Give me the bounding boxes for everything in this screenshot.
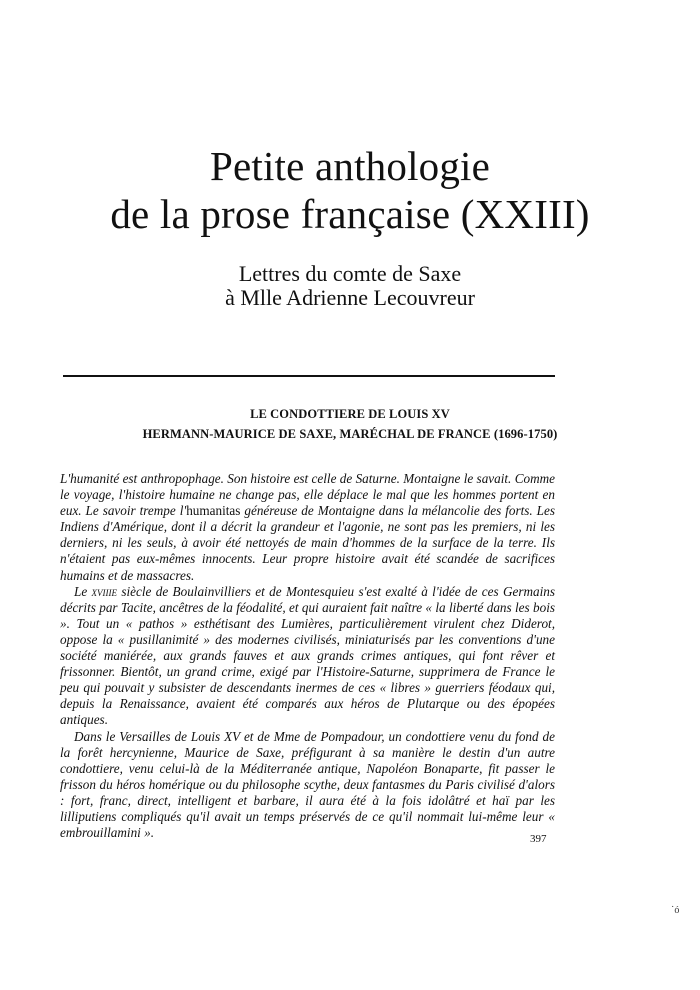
article-title-line-2: de la prose française (XXIII) bbox=[110, 191, 590, 237]
article-subtitle-line-1: Lettres du comte de Saxe bbox=[238, 261, 462, 286]
paragraph-3: Dans le Versailles de Louis XV et de Mme de Pompadour, un condottiere venu du fond de la forêt hercynienne, Maurice de Saxe, préfigurant à sa manière le destin d'un autre condottiere, venu celui-là de la Méditerranée antique, Napoléon Bonaparte, fit passer le frisson du héros homérique ou du philosophe scythe, deux fantasmes du Paris civilisé d'alors : fort, franc, direct, intelligent et barbare, il aura été à la fois idolâtré et haï par les lilliputiens compliqués qu'il avait un temps préservés de ce qu'il nommait lui-même leur « embrouillamini ». bbox=[60, 728, 555, 841]
paragraph-1 bbox=[60, 471, 555, 584]
century-numeral: xviiie bbox=[91, 583, 118, 599]
article-title-line-1: Petite anthologie bbox=[209, 143, 491, 189]
paragraph-2-part-a: Le bbox=[74, 583, 92, 599]
section-heading bbox=[0, 404, 700, 444]
horizontal-rule bbox=[63, 375, 555, 377]
humanitas-term: humanitas bbox=[186, 503, 241, 519]
scan-mark: ˙ó bbox=[671, 905, 680, 916]
paragraph-1-part-b: généreuse de Montaigne dans la mélancolie des forts. Les Indiens d'Amérique, dont il a décrit la grandeur et l'agonie, ne sont pas les premiers, ni les derniers, ni les seuls, à avoir été nettoyés de main d'hommes de la surface de la terre. Ils n'étaient pas eux-mêmes innocents. Leur propre histoire avait été scandée de sacrifices humains et de massacres. bbox=[60, 503, 555, 583]
paragraph-1-part-a: L'humanité est anthropophage. Son histoire est celle de Saturne. Montaigne le savait. Comme le voyage, l'histoire humaine ne change pas, elle déplace le mal que les hommes portent en eux. Le savoir trempe l' bbox=[60, 471, 555, 519]
article-subtitle bbox=[0, 262, 700, 310]
page-number: 397 bbox=[530, 833, 547, 845]
paragraph-2-part-b: siècle de Boulainvilliers et de Montesquieu s'est exalté à l'idée de ces Germains décrits par Tacite, ancêtres de la féodalité, et qui auraient fait naître « la liberté dans les bois ». Tout un « pathos » esthétisant des Lumières, particulièrement virulent chez Diderot, oppose la « pusillanimité » des modernes civilisés, miniaturisés par les conventions d'une société maniérée, aux grands fauves et aux grands crimes antiques, qui font rêver et frissonner. Bientôt, un grand crime, exigé par l'Histoire-Saturne, supprimera de France le peu qui pouvait y subsister de descendants inermes de ces « libres » guerriers féodaux qui, depuis la Renaissance, avaient été comparés aux héros de Plutarque ou des épopées antiques. bbox=[60, 583, 555, 728]
paragraph-2 bbox=[60, 584, 555, 729]
article-subtitle-line-2: à Mlle Adrienne Lecouvreur bbox=[225, 285, 475, 310]
section-heading-line-1: LE CONDOTTIERE DE LOUIS XV bbox=[250, 407, 450, 421]
section-heading-line-2: HERMANN-MAURICE DE SAXE, MARÉCHAL DE FRANCE (1696-1750) bbox=[142, 427, 558, 441]
article-title bbox=[0, 142, 700, 238]
body-text bbox=[60, 471, 555, 841]
